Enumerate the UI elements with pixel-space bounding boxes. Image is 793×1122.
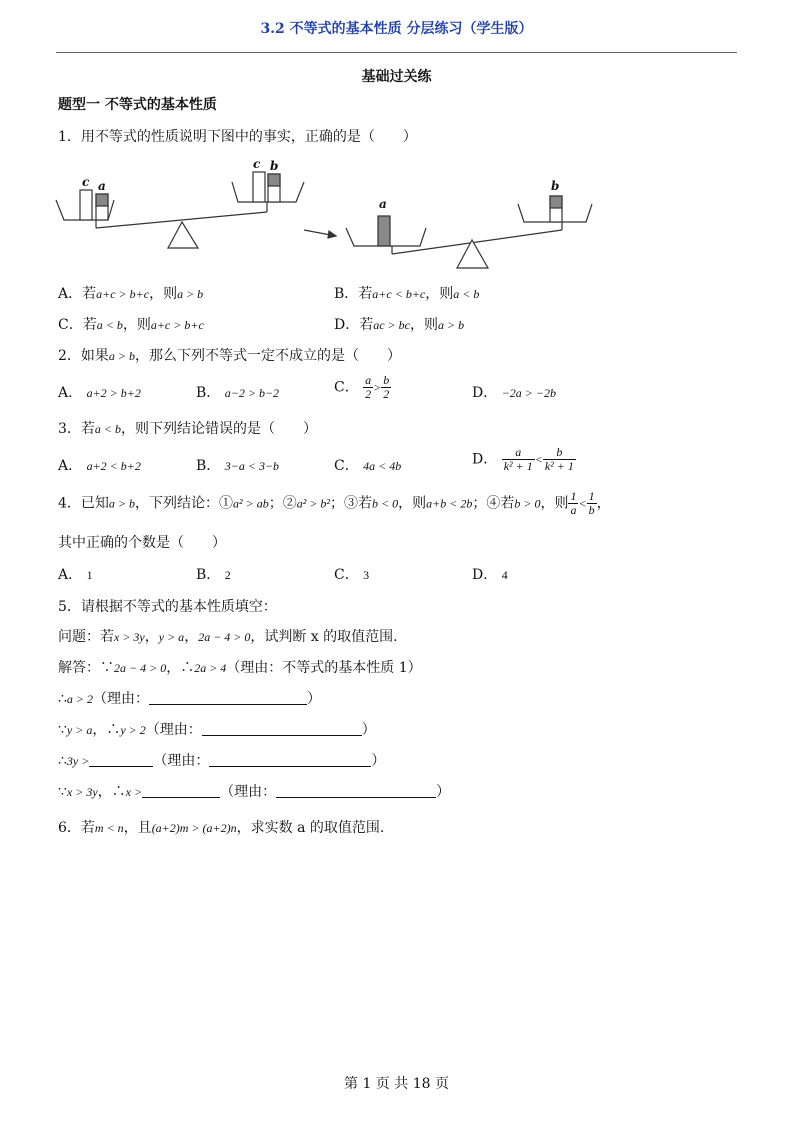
reason-blank-4[interactable] (276, 783, 436, 798)
q4-frac1: $\frac{1}{a}$ (570, 489, 577, 517)
q3-pre: 3．若 (58, 421, 95, 437)
q3a-math: a+2 < b+2 (86, 459, 141, 473)
q2-option-b (196, 382, 279, 402)
q1c-math2: a+c > b+c (150, 318, 204, 332)
answer-blank-2[interactable] (142, 783, 220, 798)
q2-option-d (472, 382, 556, 402)
q3d-frac1: $\frac{a}{\text{k² + 1}}$ (503, 445, 533, 473)
label-a-after: a (379, 197, 387, 211)
q4-stem: 4．已知a > b，下列结论：①a² > ab；②a² > b²；③若b < 0，则a+b < 2b；④若b > 0，则 $\frac{1}{a}$ < $\frac{1}{b}$ ， (58, 489, 611, 517)
q1-option-b (334, 283, 479, 303)
q2c-op: > (373, 380, 382, 395)
q2a-label: A． (58, 385, 83, 401)
q1a-math2: a > b (177, 287, 204, 301)
q5-step2: ∵y > a，∴y > 2（理由： ） (58, 722, 376, 738)
q4-stem-line2: 其中正确的个数是（ ） (58, 535, 226, 551)
q3d-op: < (534, 452, 543, 467)
q4-option-b: B． 2 (196, 567, 231, 583)
q5-step1: ∴a > 2（理由： ） (58, 691, 322, 707)
q2b-math: a−2 > b−2 (224, 386, 280, 400)
q2d-label: D． (472, 385, 498, 401)
q2b-label: B． (196, 385, 221, 401)
q1b-mid: ，则 (425, 286, 454, 302)
q3d-frac2: $\frac{b}{\text{k² + 1}}$ (544, 445, 574, 473)
q2d-math: −2a > −2b (501, 386, 556, 400)
label-a-left: a (98, 179, 106, 193)
q2-post: ，那么下列不等式一定不成立的是（ ） (135, 348, 402, 364)
q3-stem (58, 418, 317, 438)
page-footer: 第 1 页 共 18 页 (344, 1076, 449, 1092)
q1b-pre: B．若 (334, 286, 373, 302)
q2c-frac1: $\frac{a}{2}$ (365, 373, 372, 401)
q5-step3: ∴3y > （理由： ） (58, 753, 386, 769)
q4-option-d: D． 4 (472, 567, 508, 583)
q3-option-c (334, 455, 401, 475)
q4-option-c: C． 3 (334, 567, 370, 583)
q2-option-c (334, 374, 391, 401)
q2-stem (58, 345, 401, 365)
q3d-label: D． (472, 451, 498, 468)
q1b-math2: a < b (453, 287, 480, 301)
q1c-math: a < b (96, 318, 123, 332)
q3-option-d (472, 446, 576, 473)
type-title: 题型一 不等式的基本性质 (58, 97, 217, 113)
reason-blank-1[interactable] (149, 690, 307, 705)
q2-math: a > b (108, 349, 136, 363)
q3-option-a (58, 455, 141, 475)
q2a-math: a+2 > b+2 (86, 386, 141, 400)
q3b-math: 3−a < 3−b (224, 459, 280, 473)
label-c-right: c (253, 157, 261, 171)
q2-option-a (58, 382, 141, 402)
q1-stem: 1．用不等式的性质说明下图中的事实，正确的是（ ） (58, 129, 417, 145)
q1a-mid: ，则 (149, 286, 178, 302)
q5-problem: 问题：若x > 3y，y > a，2a − 4 > 0，试判断 x 的取值范围. (58, 629, 398, 645)
q3-option-b (196, 455, 279, 475)
q3c-math: 4a < 4b (363, 459, 402, 473)
q1d-pre: D．若 (334, 317, 374, 333)
q3b-label: B． (196, 458, 221, 474)
q1d-mid: ，则 (409, 317, 438, 333)
q3c-label: C． (334, 458, 359, 474)
label-b-after: b (551, 179, 560, 193)
q2c-label: C． (334, 379, 359, 396)
q1-option-c (58, 314, 204, 334)
answer-blank-1[interactable] (89, 752, 153, 767)
q2-pre: 2．如果 (58, 348, 109, 364)
header-divider (56, 52, 737, 53)
reason-blank-3[interactable] (209, 752, 371, 767)
q4-frac2: $\frac{1}{b}$ (588, 489, 595, 517)
reason-blank-2[interactable] (202, 721, 362, 736)
q1-option-d (334, 314, 464, 334)
q1b-math: a+c < b+c (372, 287, 426, 301)
q3-math: a < b (94, 422, 122, 436)
label-c-left: c (82, 175, 90, 189)
q1c-pre: C．若 (58, 317, 97, 333)
q6-stem: 6．若m < n，且(a+2)m > (a+2)n，求实数 a 的取值范围. (58, 820, 385, 836)
q1-option-a (58, 283, 203, 303)
q3a-label: A． (58, 458, 83, 474)
q1a-math: a+c > b+c (96, 287, 150, 301)
q1d-math: ac > bc (373, 318, 410, 332)
label-b-right: b (270, 159, 279, 173)
q1a-pre: A．若 (58, 286, 97, 302)
q4-option-a: A． 1 (58, 567, 93, 583)
q1c-mid: ，则 (122, 317, 151, 333)
q3-post: ，则下列结论错误的是（ ） (121, 421, 318, 437)
q5-answer: 解答：∵2a − 4 > 0，∴2a > 4（理由：不等式的基本性质 1） (58, 660, 422, 676)
q1d-math2: a > b (437, 318, 465, 332)
q2c-frac2: $\frac{b}{2}$ (383, 373, 390, 401)
q5-stem: 5．请根据不等式的基本性质填空： (58, 599, 277, 615)
q5-step4: ∵x > 3y，∴x > （理由： ） (58, 784, 451, 800)
header-title: 3.2 不等式的基本性质 分层练习（学生版） (260, 21, 533, 37)
section-title: 基础过关练 (361, 69, 432, 85)
balance-figure (52, 152, 612, 274)
